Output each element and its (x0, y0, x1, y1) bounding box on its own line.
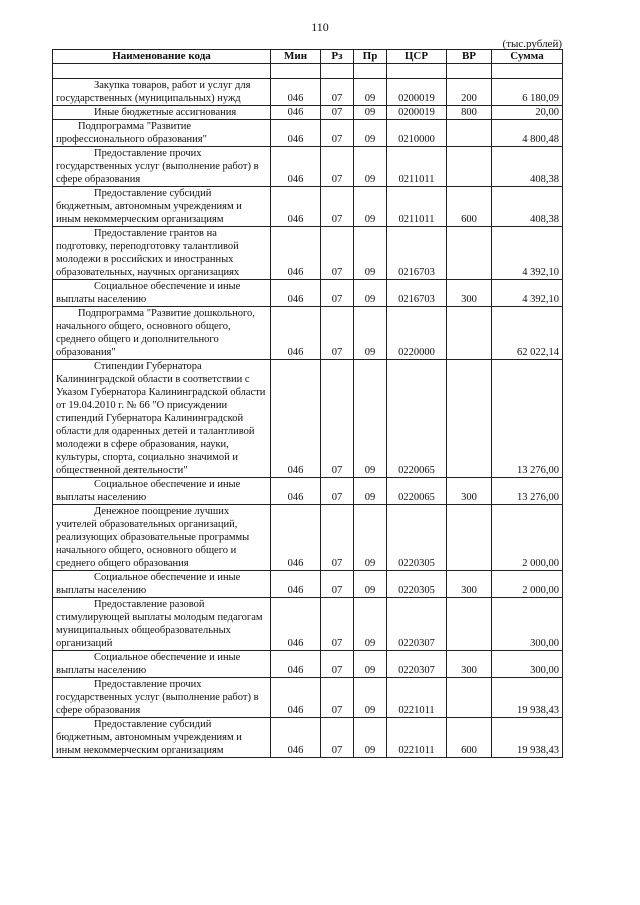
row-rz: 07 (321, 79, 354, 106)
row-pr: 09 (354, 360, 387, 478)
row-csr: 0211011 (387, 147, 447, 187)
row-sum: 4 800,48 (492, 120, 563, 147)
budget-table (52, 49, 563, 758)
row-vr: 300 (447, 571, 492, 598)
row-min: 046 (271, 187, 321, 227)
row-min: 046 (271, 360, 321, 478)
row-name: Социальное обеспечение и иные выплаты населению (53, 478, 271, 505)
row-pr: 09 (354, 120, 387, 147)
row-sum: 4 392,10 (492, 280, 563, 307)
row-min: 046 (271, 147, 321, 187)
row-rz: 07 (321, 187, 354, 227)
row-min: 046 (271, 120, 321, 147)
row-vr (447, 120, 492, 147)
units-label: (тыс.рублей) (502, 38, 562, 50)
header-min: Мин (271, 50, 321, 64)
row-csr: 0210000 (387, 120, 447, 147)
row-sum: 20,00 (492, 106, 563, 120)
row-vr (447, 598, 492, 651)
row-sum: 300,00 (492, 598, 563, 651)
row-csr: 0220065 (387, 360, 447, 478)
row-pr: 09 (354, 307, 387, 360)
table-row (53, 360, 563, 478)
table-row (53, 280, 563, 307)
row-csr: 0211011 (387, 187, 447, 227)
header-csr: ЦСР (387, 50, 447, 64)
header-sum: Сумма (492, 50, 563, 64)
row-vr: 800 (447, 106, 492, 120)
row-pr: 09 (354, 651, 387, 678)
row-sum: 408,38 (492, 187, 563, 227)
row-pr: 09 (354, 280, 387, 307)
row-csr: 0220305 (387, 505, 447, 571)
table-row (53, 147, 563, 187)
row-name: Закупка товаров, работ и услуг для государственных (муниципальных) нужд (53, 79, 271, 106)
table-row (53, 505, 563, 571)
row-rz: 07 (321, 478, 354, 505)
row-rz: 07 (321, 106, 354, 120)
row-vr (447, 678, 492, 718)
row-vr: 600 (447, 187, 492, 227)
row-vr: 300 (447, 280, 492, 307)
row-rz: 07 (321, 678, 354, 718)
row-rz: 07 (321, 598, 354, 651)
row-min: 046 (271, 106, 321, 120)
row-min: 046 (271, 651, 321, 678)
row-rz: 07 (321, 505, 354, 571)
row-name: Подпрограмма "Развитие дошкольного, начального общего, основного общего, среднего общего и дополнительного образования" (53, 307, 271, 360)
row-name: Предоставление грантов на подготовку, переподготовку талантливой молодежи в российских и иностранных образовательных, научных организациях (53, 227, 271, 280)
table-row (53, 79, 563, 106)
spacer-row (53, 64, 563, 79)
row-min: 046 (271, 678, 321, 718)
row-sum: 62 022,14 (492, 307, 563, 360)
row-pr: 09 (354, 571, 387, 598)
row-name: Предоставление прочих государственных услуг (выполнение работ) в сфере образования (53, 147, 271, 187)
row-name: Предоставление разовой стимулирующей выплаты молодым педагогам муниципальных общеобразовательных организаций (53, 598, 271, 651)
row-rz: 07 (321, 571, 354, 598)
row-name: Социальное обеспечение и иные выплаты населению (53, 571, 271, 598)
row-sum: 19 938,43 (492, 678, 563, 718)
row-pr: 09 (354, 227, 387, 280)
header-name: Наименование кода (53, 50, 271, 64)
row-rz: 07 (321, 651, 354, 678)
table-row (53, 718, 563, 758)
row-min: 046 (271, 598, 321, 651)
table-row (53, 307, 563, 360)
row-sum: 19 938,43 (492, 718, 563, 758)
row-min: 046 (271, 718, 321, 758)
table-row (53, 478, 563, 505)
table-header-row (53, 50, 563, 64)
row-vr: 300 (447, 478, 492, 505)
row-sum: 300,00 (492, 651, 563, 678)
row-min: 046 (271, 478, 321, 505)
header-rz: Рз (321, 50, 354, 64)
row-csr: 0220000 (387, 307, 447, 360)
page-number: 110 (311, 20, 329, 34)
row-vr (447, 227, 492, 280)
row-vr: 300 (447, 651, 492, 678)
row-csr: 0221011 (387, 718, 447, 758)
row-csr: 0221011 (387, 678, 447, 718)
row-csr: 0220307 (387, 651, 447, 678)
row-pr: 09 (354, 505, 387, 571)
row-pr: 09 (354, 147, 387, 187)
row-pr: 09 (354, 79, 387, 106)
row-rz: 07 (321, 280, 354, 307)
row-min: 046 (271, 505, 321, 571)
row-vr (447, 505, 492, 571)
row-csr: 0220305 (387, 571, 447, 598)
table-row (53, 651, 563, 678)
row-sum: 2 000,00 (492, 505, 563, 571)
row-name: Иные бюджетные ассигнования (53, 106, 271, 120)
row-rz: 07 (321, 718, 354, 758)
row-rz: 07 (321, 307, 354, 360)
table-row (53, 120, 563, 147)
row-csr: 0216703 (387, 227, 447, 280)
row-rz: 07 (321, 120, 354, 147)
row-sum: 408,38 (492, 147, 563, 187)
row-name: Предоставление прочих государственных услуг (выполнение работ) в сфере образования (53, 678, 271, 718)
row-pr: 09 (354, 678, 387, 718)
header-vr: ВР (447, 50, 492, 64)
row-vr: 600 (447, 718, 492, 758)
row-pr: 09 (354, 478, 387, 505)
row-rz: 07 (321, 147, 354, 187)
row-name: Предоставление субсидий бюджетным, автономным учреждениям и иным некоммерческим организациям (53, 187, 271, 227)
row-sum: 4 392,10 (492, 227, 563, 280)
row-min: 046 (271, 79, 321, 106)
row-csr: 0216703 (387, 280, 447, 307)
row-vr (447, 307, 492, 360)
row-pr: 09 (354, 598, 387, 651)
row-sum: 6 180,09 (492, 79, 563, 106)
row-min: 046 (271, 280, 321, 307)
row-sum: 13 276,00 (492, 360, 563, 478)
row-name: Стипендии Губернатора Калининградской области в соответствии с Указом Губернатора Калининградской области от 19.04.2010 г. № 66 "О присуждении стипендий Губернатора Калининградской области для одаренных детей и талантливой молодежи в сфере образования, науки, культуры, спорта, социально значимой и общественной деятельности" (53, 360, 271, 478)
row-rz: 07 (321, 227, 354, 280)
row-csr: 0220065 (387, 478, 447, 505)
table-row (53, 106, 563, 120)
row-vr (447, 147, 492, 187)
row-sum: 13 276,00 (492, 478, 563, 505)
row-csr: 0200019 (387, 106, 447, 120)
header-pr: Пр (354, 50, 387, 64)
row-pr: 09 (354, 187, 387, 227)
row-name: Денежное поощрение лучших учителей образовательных организаций, реализующих образовательные программы начального общего, основного общего и среднего общего образования (53, 505, 271, 571)
table-row (53, 678, 563, 718)
row-csr: 0220307 (387, 598, 447, 651)
row-min: 046 (271, 227, 321, 280)
row-min: 046 (271, 571, 321, 598)
row-csr: 0200019 (387, 79, 447, 106)
table-row (53, 571, 563, 598)
table-row (53, 598, 563, 651)
row-name: Социальное обеспечение и иные выплаты населению (53, 651, 271, 678)
table-row (53, 227, 563, 280)
row-name: Предоставление субсидий бюджетным, автономным учреждениям и иным некоммерческим организациям (53, 718, 271, 758)
row-vr (447, 360, 492, 478)
table-row (53, 187, 563, 227)
row-name: Социальное обеспечение и иные выплаты населению (53, 280, 271, 307)
row-min: 046 (271, 307, 321, 360)
row-pr: 09 (354, 718, 387, 758)
row-sum: 2 000,00 (492, 571, 563, 598)
row-vr: 200 (447, 79, 492, 106)
row-name: Подпрограмма "Развитие профессионального образования" (53, 120, 271, 147)
row-pr: 09 (354, 106, 387, 120)
row-rz: 07 (321, 360, 354, 478)
